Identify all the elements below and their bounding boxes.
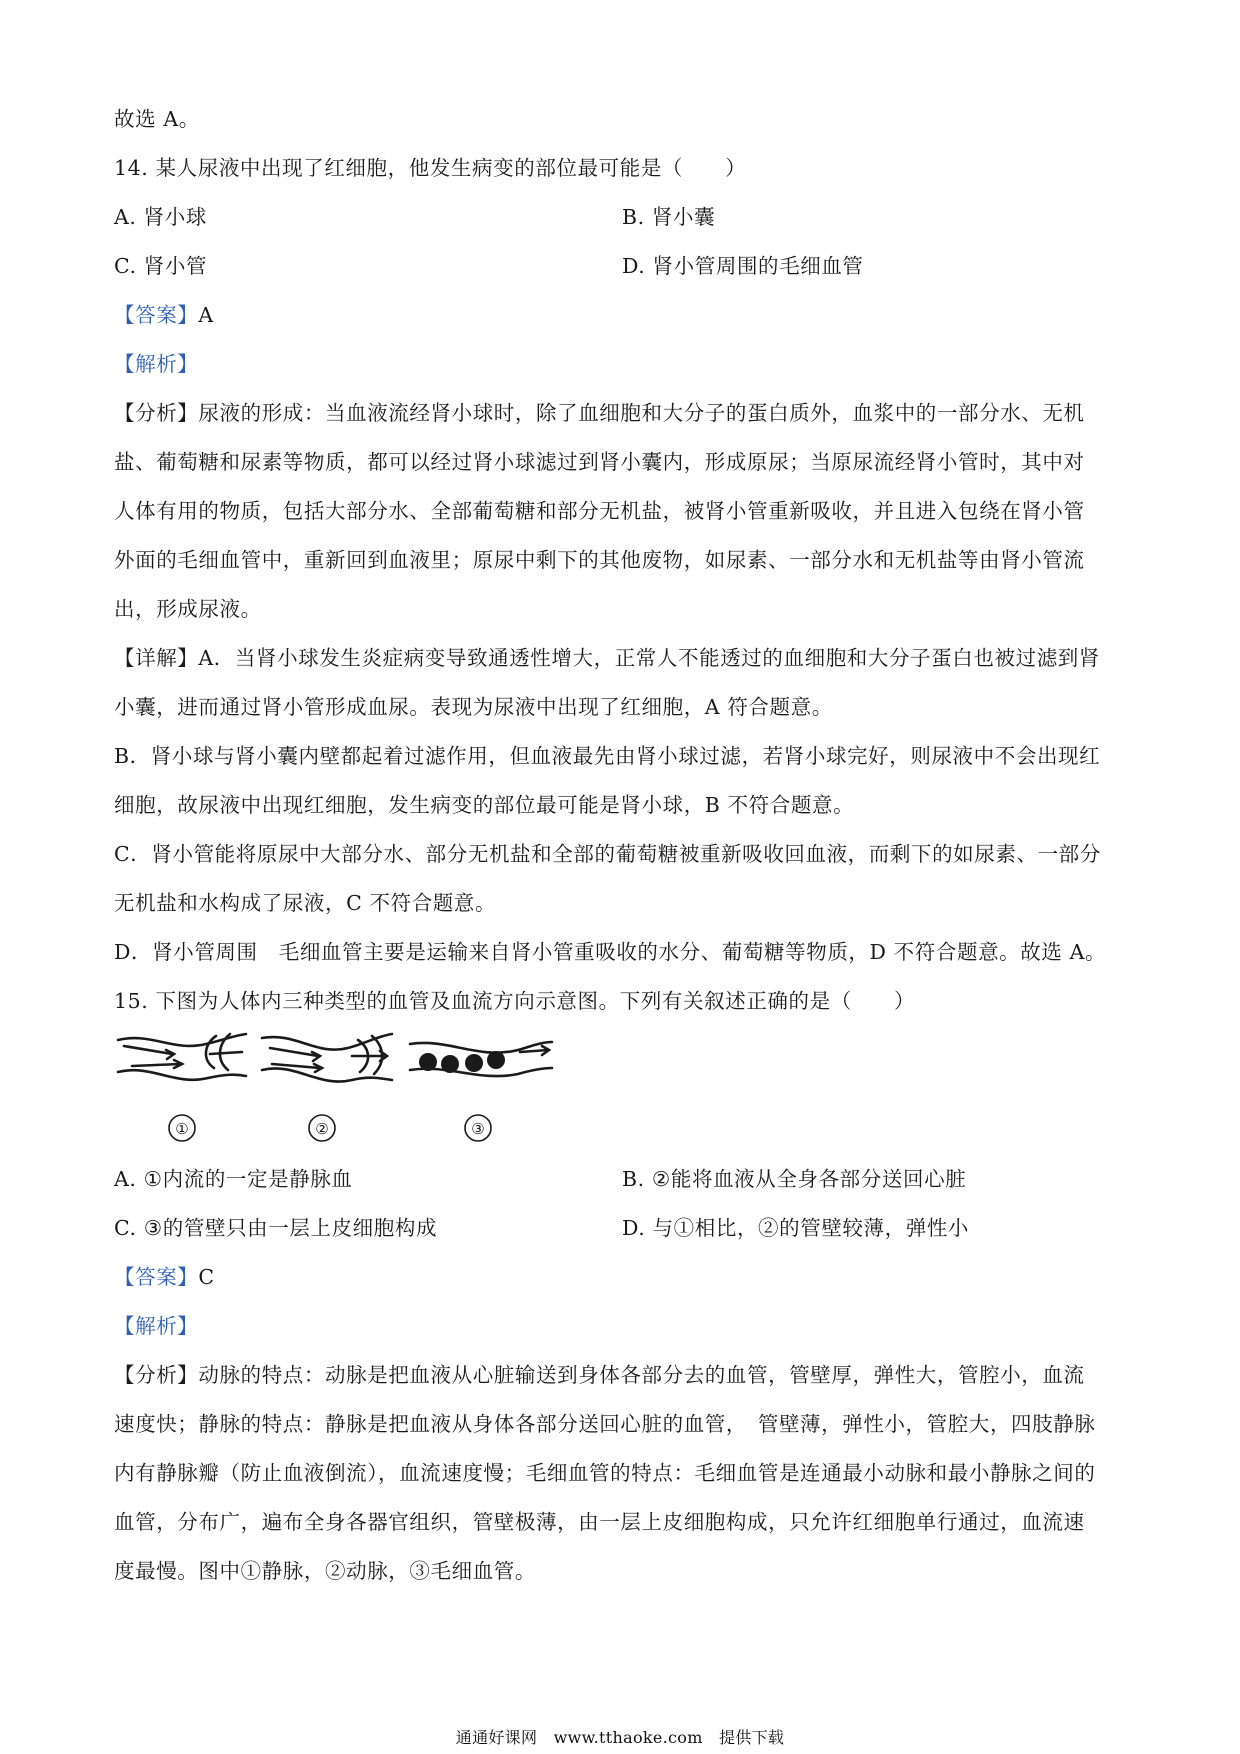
q14-analysis-line: 出，形成尿液。 — [114, 597, 262, 621]
q14-detail-line: C．肾小管能将原尿中大部分水、部分无机盐和全部的葡萄糖被重新吸收回血液，而剩下的如尿素、一部分 — [114, 842, 1101, 866]
q15-analysis-line — [114, 1360, 1085, 1390]
q15-answer-tag: 【答案】 — [114, 1265, 199, 1289]
q14-analysis-line: 人体有用的物质，包括大部分水、全部葡萄糖和部分无机盐，被肾小管重新吸收，并且进入包绕在肾小管 — [114, 499, 1085, 523]
q14-option-c: C. 肾小管 — [114, 254, 208, 278]
q15-option-a: A. ①内流的一定是静脉血 — [114, 1167, 353, 1191]
q14-analysis-line: 外面的毛细血管中，重新回到血液里；原尿中剩下的其他废物，如尿素、一部分水和无机盐等由肾小管流 — [114, 548, 1085, 572]
figure-label-2: ② — [315, 1120, 329, 1138]
q15-analysis-tag: 【解析】 — [114, 1314, 199, 1338]
q14-analysis-line: 盐、葡萄糖和尿素等物质，都可以经过肾小球滤过到肾小囊内，形成原尿；当原尿流经肾小管时，其中对 — [114, 450, 1085, 474]
q14-detail-line — [114, 643, 1100, 673]
q14-option-a: A. 肾小球 — [114, 205, 207, 229]
q15-option-b: B. ②能将血液从全身各部分送回心脏 — [622, 1167, 967, 1191]
q15-answer-value: C — [198, 1265, 215, 1289]
q14-answer-tag: 【答案】 — [114, 303, 199, 327]
prev-conclusion: 故选 A。 — [114, 107, 200, 131]
artery-vessel-figure — [262, 1034, 392, 1082]
q14-analysis-label: 【分析】 — [114, 401, 199, 425]
q15-analysis-line: 血管，分布广，遍布全身各器官组织，管壁极薄，由一层上皮细胞构成，只允许红细胞单行通过，血流速 — [114, 1510, 1085, 1534]
q14-detail-line: B．肾小球与肾小囊内壁都起着过滤作用，但血液最先由肾小球过滤，若肾小球完好，则尿液中不会出现红 — [114, 744, 1101, 768]
q14-option-b: B. 肾小囊 — [622, 205, 716, 229]
q14-answer-value: A — [198, 303, 214, 327]
q14-detail-line: 细胞，故尿液中出现红细胞，发生病变的部位最可能是肾小球，B 不符合题意。 — [114, 793, 855, 817]
q14-stem: 14. 某人尿液中出现了红细胞，他发生病变的部位最可能是（ ） — [114, 156, 747, 180]
blood-vessel-diagram — [112, 1030, 562, 1150]
red-blood-cells — [419, 1051, 505, 1073]
q14-answer — [114, 300, 214, 330]
q14-option-d: D. 肾小管周围的毛细血管 — [622, 254, 864, 278]
q14-analysis-text: 尿液的形成：当血液流经肾小球时，除了血细胞和大分子的蛋白质外，血浆中的一部分水、无机 — [198, 401, 1085, 425]
figure-label-1: ① — [175, 1120, 189, 1138]
q15-analysis-text: 动脉的特点：动脉是把血液从心脏输送到身体各部分去的血管，管壁厚，弹性大，管腔小，血流 — [198, 1363, 1085, 1387]
q15-answer — [114, 1262, 215, 1292]
q15-analysis-label: 【分析】 — [114, 1363, 199, 1387]
q14-detail-label: 【详解】 — [114, 646, 199, 670]
q15-analysis-line: 内有静脉瓣（防止血液倒流），血流速度慢；毛细血管的特点：毛细血管是连通最小动脉和最小静脉之间的 — [114, 1461, 1096, 1485]
figure-label-3: ③ — [471, 1120, 485, 1138]
q14-detail-text: A．当肾小球发生炎症病变导致通透性增大，正常人不能透过的血细胞和大分子蛋白也被过滤到肾 — [198, 646, 1101, 670]
q15-analysis-line: 度最慢。图中①静脉，②动脉，③毛细血管。 — [114, 1559, 536, 1583]
q14-detail-line: D．肾小管周围 毛细血管主要是运输来自肾小管重吸收的水分、葡萄糖等物质，D 不符合题意。故选 A。 — [114, 940, 1107, 964]
q15-analysis-line: 速度快；静脉的特点：静脉是把血液从身体各部分送回心脏的血管， 管壁薄，弹性小，管腔大，四肢静脉 — [114, 1412, 1096, 1436]
q15-option-c: C. ③的管壁只由一层上皮细胞构成 — [114, 1216, 438, 1240]
page-footer: 通通好课网 www.tthaoke.com 提供下载 — [455, 1728, 785, 1747]
q14-analysis-line — [114, 398, 1085, 428]
q14-analysis-tag: 【解析】 — [114, 352, 199, 376]
q14-detail-line: 无机盐和水构成了尿液，C 不符合题意。 — [114, 891, 497, 915]
vein-vessel-figure — [118, 1034, 246, 1080]
q15-option-d: D. 与①相比，②的管壁较薄，弹性小 — [622, 1216, 970, 1240]
q15-stem: 15. 下图为人体内三种类型的血管及血流方向示意图。下列有关叙述正确的是（ ） — [114, 989, 916, 1013]
q14-detail-line: 小囊，进而通过肾小管形成血尿。表现为尿液中出现了红细胞，A 符合题意。 — [114, 695, 833, 719]
